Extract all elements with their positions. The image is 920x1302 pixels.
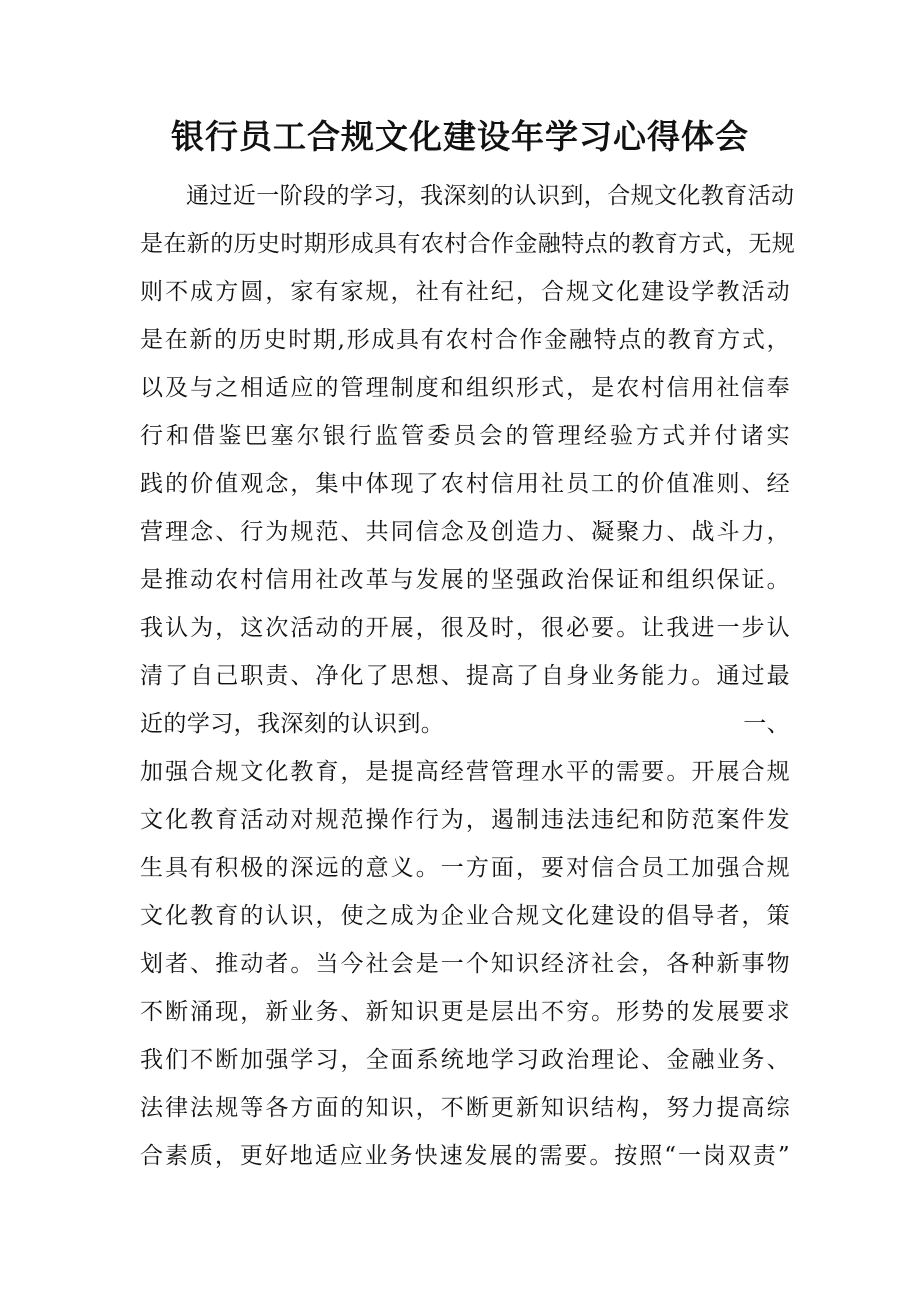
body-line-4: 是在新的历史时期,形成具有农村合作金融特点的教育方式，: [140, 327, 790, 353]
body-line-10: 我认为，这次活动的开展，很及时，很必要。让我进一步认: [140, 615, 790, 641]
body-line-11: 清了自己职责、净化了思想、提高了自身业务能力。通过最: [140, 663, 790, 689]
body-line-8: 营理念、行为规范、共同信念及创造力、凝聚力、战斗力，: [140, 519, 790, 545]
body-line-14: 文化教育活动对规范操作行为，遏制违法违纪和防范案件发: [140, 807, 790, 833]
body-line-9: 是推动农村信用社改革与发展的坚强政治保证和组织保证。: [140, 567, 790, 593]
body-line-17: 划者、推动者。当今社会是一个知识经济社会，各种新事物: [140, 951, 790, 977]
body-line-18: 不断涌现，新业务、新知识更是层出不穷。形势的发展要求: [140, 999, 790, 1025]
body-line-7: 践的价值观念，集中体现了农村信用社员工的价值准则、经: [140, 471, 790, 497]
body-line-12: [140, 700, 790, 748]
body-line-6: 行和借鉴巴塞尔银行监管委员会的管理经验方式并付诸实: [140, 423, 790, 449]
body-line-15: 生具有积极的深远的意义。一方面，要对信合员工加强合规: [140, 855, 790, 881]
body-line-13: 加强合规文化教育，是提高经营管理水平的需要。开展合规: [140, 759, 790, 785]
body-line-20: 法律法规等各方面的知识，不断更新知识结构，努力提高综: [140, 1095, 790, 1121]
document-body: [140, 172, 796, 1180]
body-line-19: 我们不断加强学习，全面系统地学习政治理论、金融业务、: [140, 1047, 790, 1073]
body-line-1: 通过近一阶段的学习，我深刻的认识到，合规文化教育活动: [186, 183, 795, 209]
section-number: 一、: [743, 711, 790, 737]
body-line-2: 是在新的历史时期形成具有农村合作金融特点的教育方式，无规: [140, 231, 796, 257]
body-line-3: 则不成方圆，家有家规，社有社纪，合规文化建设学教活动: [140, 279, 790, 305]
body-line-5: 以及与之相适应的管理制度和组织形式，是农村信用社信奉: [140, 375, 790, 401]
body-line-12-text: 近的学习，我深刻的认识到。: [140, 711, 445, 737]
body-line-21: 合素质，更好地适应业务快速发展的需要。按照“一岗双责”: [140, 1143, 790, 1169]
document-title: 银行员工合规文化建设年学习心得体会: [171, 117, 749, 156]
body-line-16: 文化教育的认识，使之成为企业合规文化建设的倡导者，策: [140, 903, 790, 929]
